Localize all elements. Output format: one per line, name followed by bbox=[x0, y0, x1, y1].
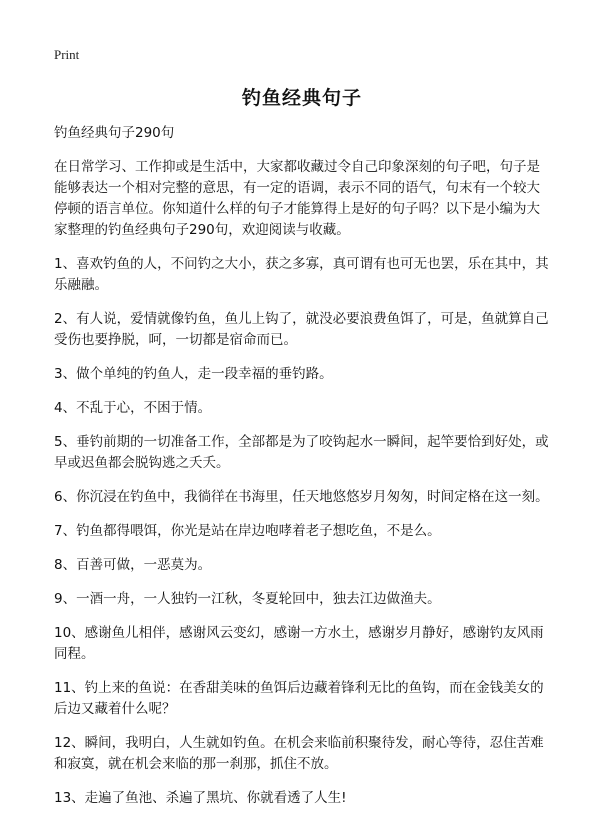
sentence-list bbox=[54, 254, 550, 809]
sentence-item: 8、百善可做，一恶莫为。 bbox=[54, 557, 212, 573]
sentence-item: 2、有人说，爱情就像钓鱼，鱼儿上钩了，就没必要浪费鱼饵了，可是，鱼就算自己受伤也要挣脱，呵，一切都是宿命而已。 bbox=[54, 311, 549, 348]
sentence-item: 9、一酒一舟，一人独钓一江秋，冬夏轮回中，独去江边做渔夫。 bbox=[54, 591, 441, 607]
sentence-item: 4、不乱于心，不困于情。 bbox=[54, 400, 212, 416]
document-title: 钓鱼经典句子 bbox=[241, 87, 362, 109]
sentence-item: 3、做个单纯的钓鱼人，走一段幸福的垂钓路。 bbox=[54, 366, 333, 382]
sentence-item: 6、你沉浸在钓鱼中，我徜徉在书海里，任天地悠悠岁月匆匆，时间定格在这一刻。 bbox=[54, 489, 549, 505]
print-link[interactable]: Print bbox=[54, 47, 80, 62]
sentence-item: 7、钓鱼都得喂饵，你光是站在岸边咆哮着老子想吃鱼，不是么。 bbox=[54, 523, 441, 539]
document-subtitle: 钓鱼经典句子290句 bbox=[54, 125, 175, 141]
sentence-item: 12、瞬间，我明白，人生就如钓鱼。在机会来临前积聚待发，耐心等待，忍住苦难和寂寞，就在机会来临的那一刹那，抓住不放。 bbox=[54, 735, 544, 772]
intro-paragraph: 在日常学习、工作抑或是生活中，大家都收藏过令自己印象深刻的句子吧，句子是能够表达一个相对完整的意思，有一定的语调，表示不同的语气，句末有一个较大停顿的语言单位。你知道什么样的句子才能算得上是好的句子吗？以下是小编为大家整理的钓鱼经典句子290句，欢迎阅读与收藏。 bbox=[54, 159, 540, 238]
sentence-item: 5、垂钓前期的一切准备工作，全部都是为了咬钩起水一瞬间，起竿要恰到好处，或早或迟鱼都会脱钩逃之夭夭。 bbox=[54, 434, 549, 471]
sentence-item: 1、喜欢钓鱼的人，不问钓之大小，获之多寡，真可谓有也可无也罢，乐在其中，其乐融融。 bbox=[54, 256, 549, 293]
sentence-item: 10、感谢鱼儿相伴，感谢风云变幻，感谢一方水土，感谢岁月静好，感谢钓友风雨同程。 bbox=[54, 625, 544, 662]
sentence-item: 11、钓上来的鱼说：在香甜美味的鱼饵后边藏着锋利无比的鱼钩，而在金钱美女的后边又藏着什么呢？ bbox=[54, 680, 544, 717]
sentence-item: 13、走遍了鱼池、杀遍了黑坑、你就看透了人生! bbox=[54, 790, 347, 806]
